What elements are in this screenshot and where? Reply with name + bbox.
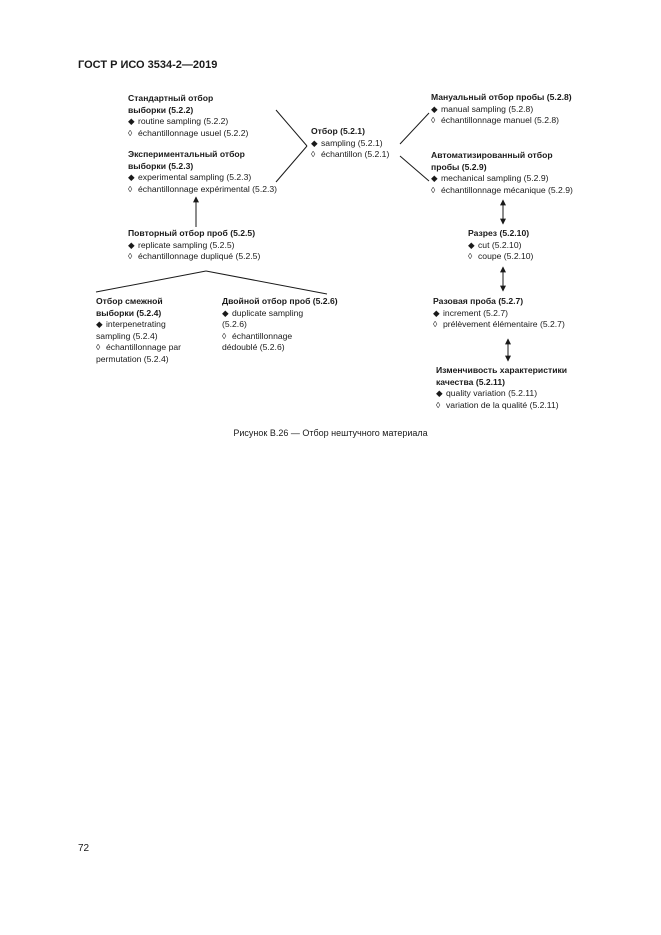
en-diamond-icon: ◆ [311,137,318,148]
en-diamond-icon: ◆ [128,239,135,250]
node-en-term: sampling (5.2.1) [321,137,383,148]
node-ru-term: Разовая проба (5.2.7) [433,296,524,306]
node-duplicate-sampling [222,296,338,354]
en-diamond-icon: ◆ [468,239,475,250]
node-en-term: mechanical sampling (5.2.9) [441,173,549,184]
node-sampling [311,126,389,161]
link-replicate-duplicate [206,271,327,294]
fr-diamond-outline-icon: ◊ [436,399,441,410]
node-ru-term: Отбор (5.2.1) [311,126,365,136]
node-en-term: sampling (5.2.4) [96,330,158,341]
fr-diamond-outline-icon: ◊ [128,183,133,194]
en-diamond-icon: ◆ [436,388,443,399]
node-ru-term: Разрез (5.2.10) [468,228,530,238]
node-ru-term: Стандартный отбор [128,93,214,103]
node-fr-term: échantillonnage [232,330,293,341]
node-en-term: replicate sampling (5.2.5) [138,239,235,250]
en-diamond-icon: ◆ [431,173,438,184]
node-experimental-sampling [128,149,277,195]
node-ru-term: Двойной отбор проб (5.2.6) [222,296,338,306]
fr-diamond-outline-icon: ◊ [431,184,436,195]
fr-diamond-outline-icon: ◊ [222,330,227,341]
link-replicate-interpenetrating [96,271,206,292]
node-fr-term: échantillonnage manuel (5.2.8) [441,115,560,126]
node-ru-term: Отбор смежной [96,296,163,306]
node-ru-term: Изменчивость характеристики [436,365,568,375]
fr-diamond-outline-icon: ◊ [96,342,101,353]
node-fr-term: coupe (5.2.10) [478,251,534,262]
node-fr-term: échantillonnage expérimental (5.2.3) [138,183,278,194]
node-ru-term: Экспериментальный отбор [128,149,245,159]
node-fr-term: échantillonnage usuel (5.2.2) [138,127,249,138]
fr-diamond-outline-icon: ◊ [468,251,473,262]
node-fr-term: variation de la qualité (5.2.11) [446,399,559,410]
fr-diamond-outline-icon: ◊ [128,127,133,138]
node-ru-term: выборки (5.2.4) [96,307,162,318]
node-fr-term: dédoublé (5.2.6) [222,342,285,353]
en-diamond-icon: ◆ [96,319,103,330]
node-routine-sampling [128,93,248,139]
link-routine-sampling [276,110,307,146]
page-number: 72 [78,843,90,854]
link-sampling-mechanical [400,156,429,181]
en-diamond-icon: ◆ [128,172,135,183]
node-ru-term: Повторный отбор проб (5.2.5) [128,228,256,238]
node-ru-term: качества (5.2.11) [436,376,505,387]
node-interpenetrating-sampling [96,296,181,366]
node-ru-term: выборки (5.2.2) [128,104,194,115]
en-diamond-icon: ◆ [431,103,438,114]
figure-caption: Рисунок В.26 — Отбор нештучного материала [233,428,428,438]
fr-diamond-outline-icon: ◊ [431,115,436,126]
en-diamond-icon: ◆ [222,307,229,318]
node-en-term: manual sampling (5.2.8) [441,103,534,114]
node-en-term: cut (5.2.10) [478,239,522,250]
fr-diamond-outline-icon: ◊ [128,251,133,262]
node-en-term: routine sampling (5.2.2) [138,116,229,127]
link-experimental-sampling [276,146,307,182]
node-ru-term: Автоматизированный отбор [431,150,553,160]
node-quality-variation [436,365,567,411]
node-en-term: (5.2.6) [222,319,247,330]
document-header: ГОСТ Р ИСО 3534-2—2019 [78,59,218,71]
node-ru-term: выборки (5.2.3) [128,160,194,171]
node-manual-sampling [431,92,572,127]
node-ru-term: Мануальный отбор пробы (5.2.8) [431,92,572,102]
node-fr-term: prélèvement élémentaire (5.2.7) [443,319,565,330]
link-sampling-manual [400,113,429,144]
node-en-term: experimental sampling (5.2.3) [138,172,252,183]
node-en-term: increment (5.2.7) [443,307,508,318]
node-cut [468,228,533,263]
node-mechanical-sampling [431,150,573,196]
node-replicate-sampling [128,228,260,263]
node-fr-term: échantillon (5.2.1) [321,149,390,160]
node-ru-term: пробы (5.2.9) [431,161,487,172]
fr-diamond-outline-icon: ◊ [433,319,438,330]
node-fr-term: échantillonnage dupliqué (5.2.5) [138,251,261,262]
node-fr-term: échantillonnage par [106,342,182,353]
node-en-term: quality variation (5.2.11) [446,388,538,399]
en-diamond-icon: ◆ [128,116,135,127]
node-en-term: interpenetrating [106,319,166,330]
fr-diamond-outline-icon: ◊ [311,149,316,160]
node-en-term: duplicate sampling [232,307,304,318]
en-diamond-icon: ◆ [433,307,440,318]
node-fr-term: échantillonnage mécanique (5.2.9) [441,184,573,195]
node-increment [433,296,565,331]
node-fr-term: permutation (5.2.4) [96,353,169,364]
